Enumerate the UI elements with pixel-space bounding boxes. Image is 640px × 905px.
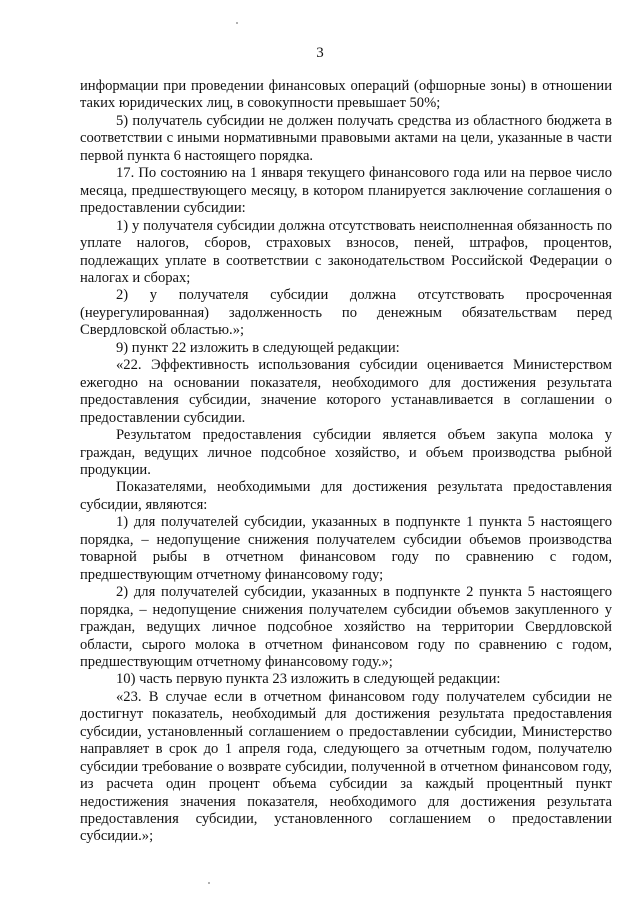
paragraph: 17. По состоянию на 1 января текущего финансового года или на первое число месяца, предшествующего месяцу, в котором планируется заключение соглашения о предоставлении субсидии: [80, 165, 612, 217]
paragraph: 9) пункт 22 изложить в следующей редакции: [116, 339, 400, 356]
scan-speck [236, 22, 238, 24]
paragraph: 1) для получателей субсидии, указанных в подпункте 1 пункта 5 настоящего порядка, – недопущение снижения получателем субсидии объемов производства товарной рыбы в отчетном финансовом году по сравнению с годом, предшествующим отчетному финансовому году; [80, 514, 612, 583]
paragraph: 5) получатель субсидии не должен получать средства из областного бюджета в соответствии с иными нормативными правовыми актами на цели, указанные в части первой пункта 6 настоящего порядка. [80, 112, 612, 164]
paragraph: «22. Эффективность использования субсидии оценивается Министерством ежегодно на основании показателя, необходимого для достижения результата предоставления субсидии, значение которого устанавливается в соглашении о предоставлении субсидии. [80, 357, 612, 426]
scan-speck [208, 882, 210, 884]
paragraph: 1) у получателя субсидии должна отсутствовать неисполненная обязанность по уплате налогов, сборов, страховых взносов, пеней, штрафов, процентов, подлежащих уплате в соответствии с законодательством Российской Федерации о налогах и сборах; [80, 217, 612, 286]
paragraph: информации при проведении финансовых операций (офшорные зоны) в отношении таких юридических лиц, в совокупности превышает 50%; [80, 78, 612, 112]
paragraph: 2) для получателей субсидии, указанных в подпункте 2 пункта 5 настоящего порядка, – недопущение снижения получателем субсидии объемов закупленного у граждан, ведущих личное подсобное хозяйство на территории Свердловской области, сырого молока в отчетном финансовом году по сравнению с годом, предшествующим отчетному финансовому году.»; [80, 584, 612, 670]
paragraph: 10) часть первую пункта 23 изложить в следующей редакции: [116, 671, 501, 688]
paragraph: Результатом предоставления субсидии является объем закупа молока у граждан, ведущих личное подсобное хозяйство, и объем производства рыбной продукции. [80, 427, 612, 478]
paragraph: «23. В случае если в отчетном финансовом году получателем субсидии не достигнут показатель, необходимый для достижения результата предоставления субсидии, установленный соглашением о предоставлении субсидии, Министерство направляет в срок до 1 апреля года, следующего за отчетным годом, получателю субсидии требование о возврате субсидии, полученной в отчетном финансовом году, из расчета один процент объема субсидии за каждый процентный пункт недостижения значения показателя, необходимого для достижения результата предоставления субсидии, установленного соглашением о предоставлении субсидии.»; [80, 688, 612, 845]
paragraph: 2) у получателя субсидии должна отсутствовать просроченная (неурегулированная) задолженность по денежным обязательствам перед Свердловской областью.»; [80, 287, 612, 339]
document-body [80, 78, 612, 846]
paragraph: Показателями, необходимыми для достижения результата предоставления субсидии, являются: [80, 479, 612, 513]
page-number: 3 [316, 45, 324, 61]
